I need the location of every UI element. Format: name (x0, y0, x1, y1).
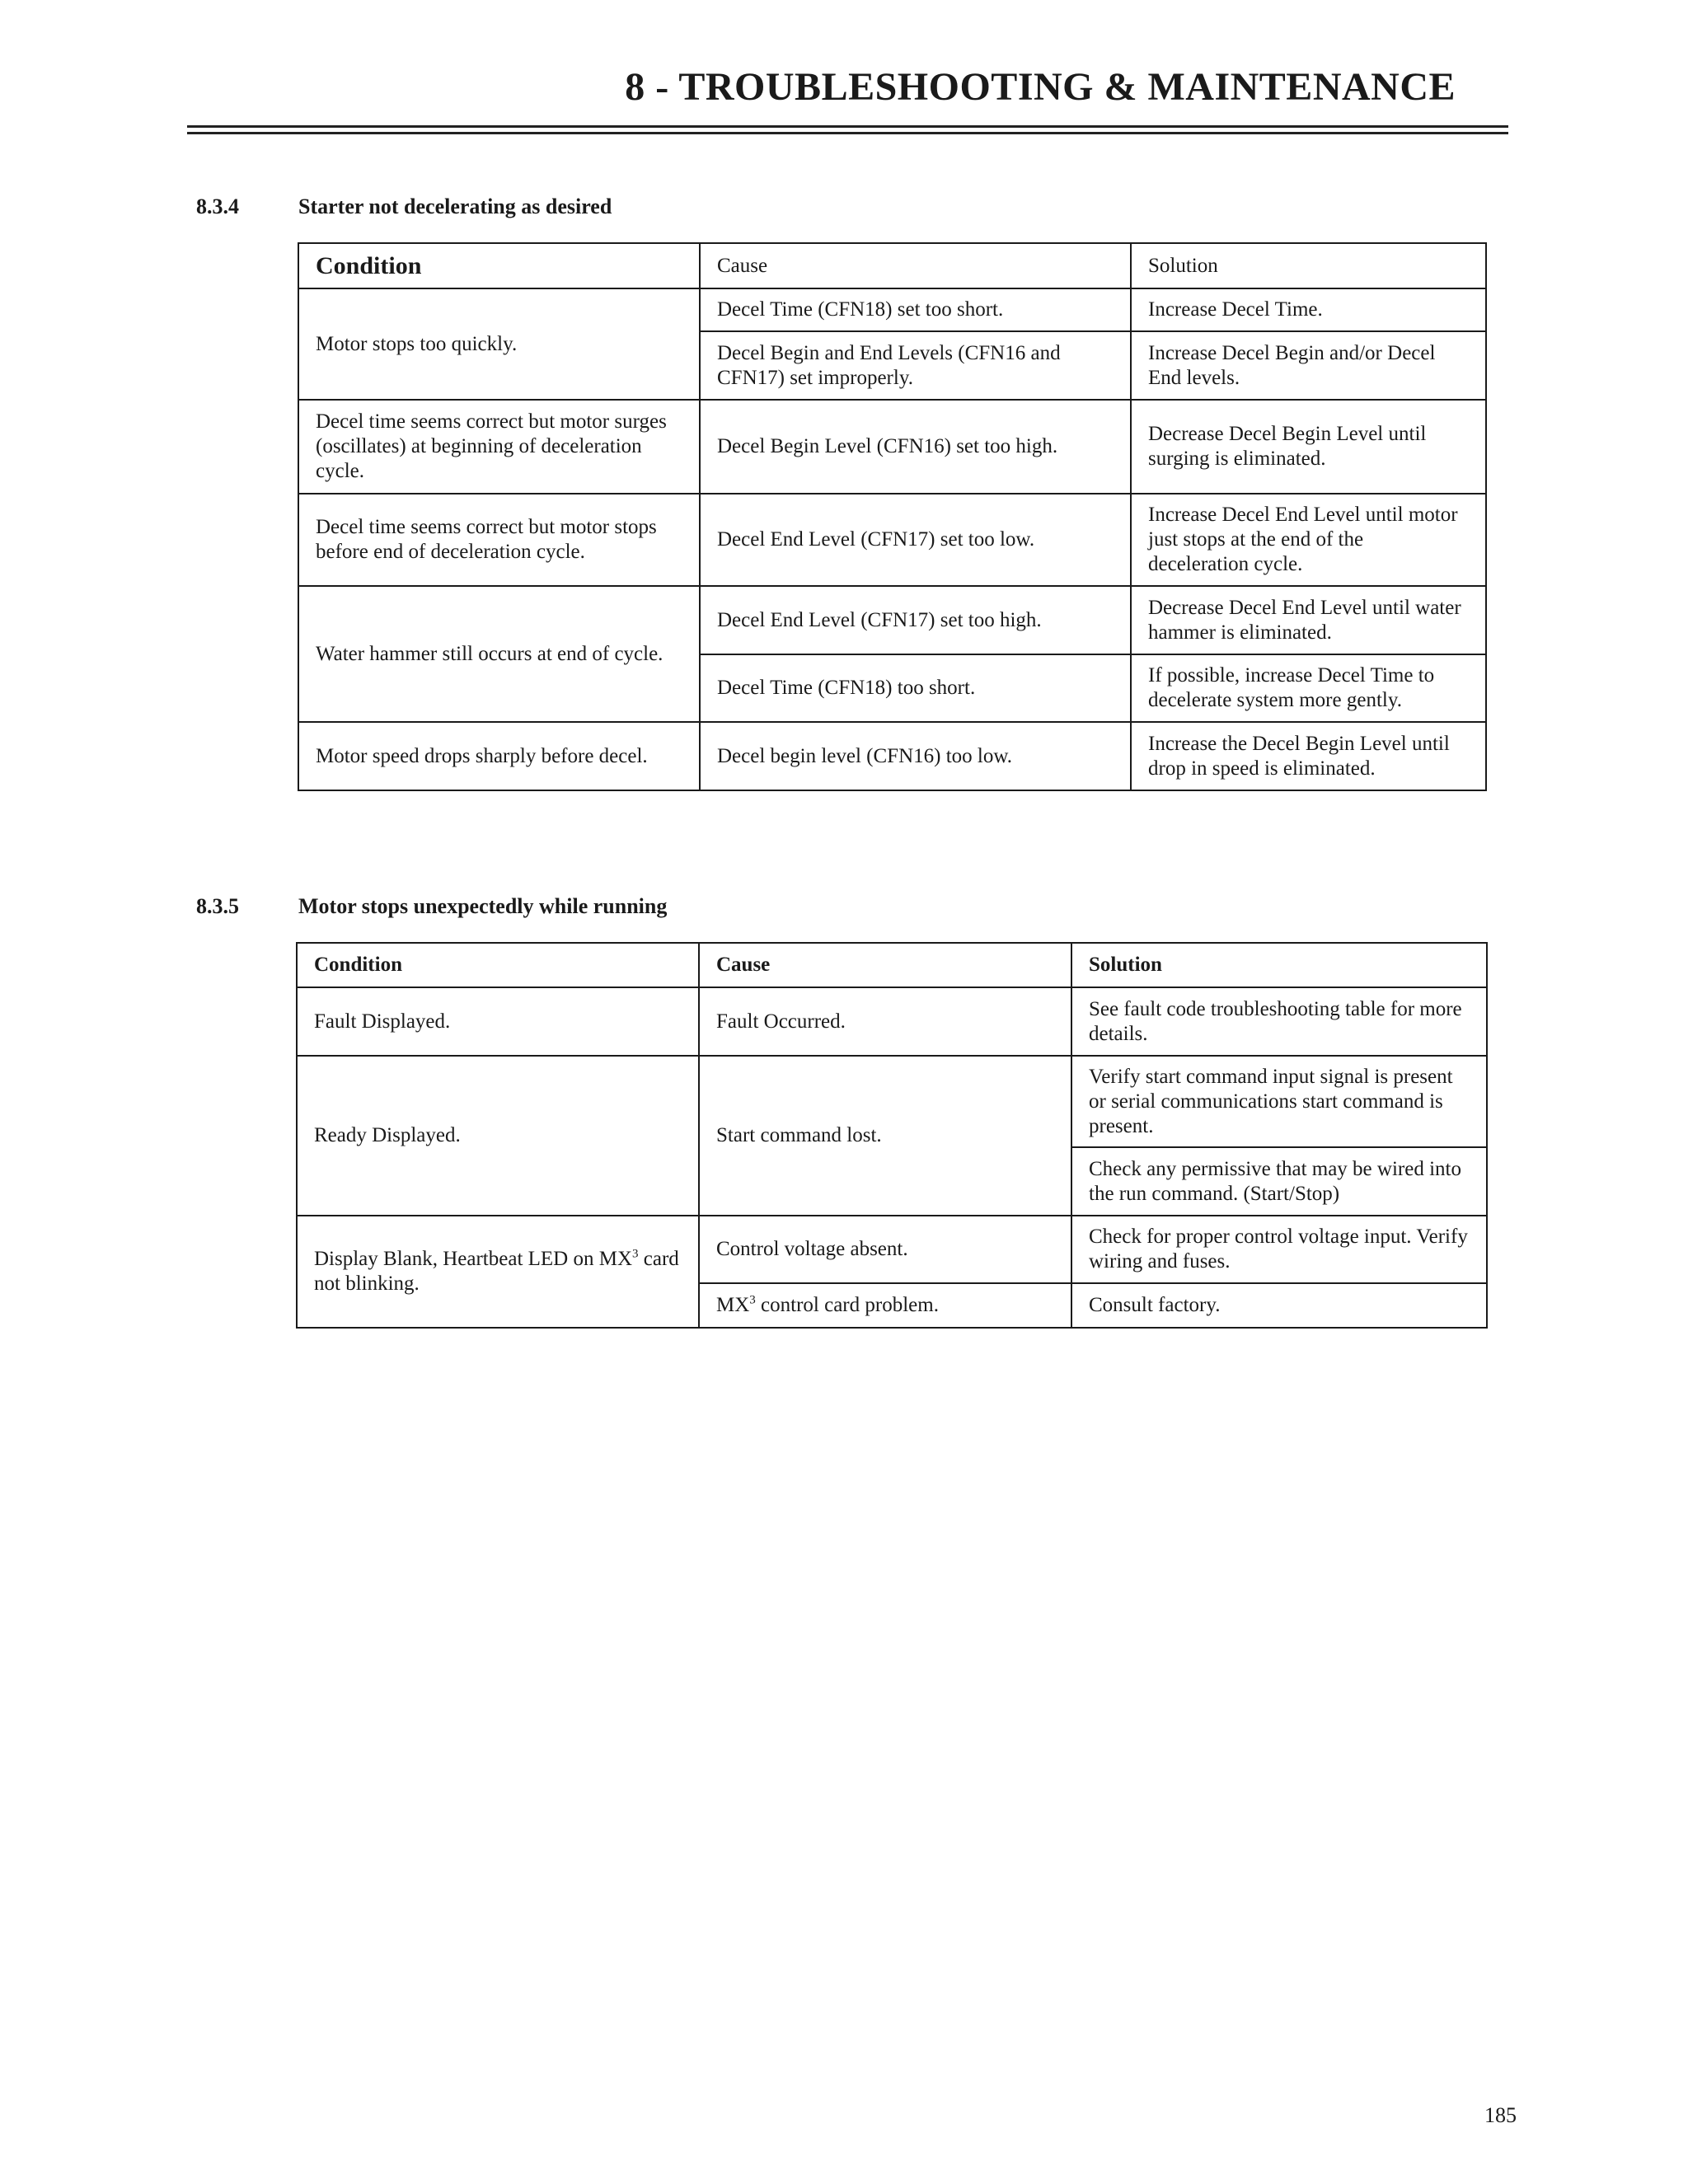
superscript: 3 (632, 1247, 639, 1261)
cause-cell: Control voltage absent. (699, 1216, 1071, 1283)
solution-cell: See fault code troubleshooting table for more details. (1071, 987, 1487, 1056)
cause-text: control card problem. (755, 1294, 939, 1316)
section-title: Motor stops unexpectedly while running (298, 894, 668, 918)
condition-cell: Fault Displayed. (297, 987, 699, 1056)
cause-cell: Decel Begin Level (CFN16) set too high. (700, 400, 1131, 494)
decel-troubleshooting-table (298, 242, 1487, 791)
header-rule-top (187, 125, 1508, 128)
solution-cell: Decrease Decel Begin Level until surging is eliminated. (1131, 400, 1486, 494)
solution-cell: If possible, increase Decel Time to decelerate system more gently. (1131, 654, 1486, 722)
cause-cell (699, 1283, 1071, 1328)
table-header-row (298, 243, 1486, 288)
solution-cell: Consult factory. (1071, 1283, 1487, 1328)
header-condition: Condition (298, 243, 700, 288)
table-header-row (297, 943, 1487, 987)
solution-cell: Check for proper control voltage input. Verify wiring and fuses. (1071, 1216, 1487, 1283)
solution-cell: Increase Decel Time. (1131, 288, 1486, 331)
table-row (298, 586, 1486, 654)
header-cause: Cause (700, 243, 1131, 288)
condition-cell: Water hammer still occurs at end of cycle. (298, 586, 700, 722)
header-rule-bottom (187, 132, 1508, 134)
section-title: Starter not decelerating as desired (298, 194, 612, 218)
solution-cell: Increase Decel End Level until motor just stops at the end of the deceleration cycle. (1131, 494, 1486, 586)
cause-cell: Decel Begin and End Levels (CFN16 and CFN17) set improperly. (700, 331, 1131, 400)
solution-cell: Decrease Decel End Level until water hammer is eliminated. (1131, 586, 1486, 654)
table-row (298, 288, 1486, 331)
condition-cell: Decel time seems correct but motor surges (oscillates) at beginning of deceleration cycle. (298, 400, 700, 494)
cause-cell: Decel Time (CFN18) set too short. (700, 288, 1131, 331)
table-row (297, 1216, 1487, 1283)
table-row (297, 987, 1487, 1056)
cause-cell: Decel begin level (CFN16) too low. (700, 722, 1131, 790)
cause-cell: Decel Time (CFN18) too short. (700, 654, 1131, 722)
condition-cell: Motor speed drops sharply before decel. (298, 722, 700, 790)
header-cause: Cause (699, 943, 1071, 987)
motor-stop-troubleshooting-table (296, 942, 1488, 1329)
page-number: 185 (1484, 2103, 1517, 2127)
section-number: 8.3.4 (196, 194, 239, 218)
cause-cell: Decel End Level (CFN17) set too high. (700, 586, 1131, 654)
cause-cell: Fault Occurred. (699, 987, 1071, 1056)
header-solution: Solution (1071, 943, 1487, 987)
section-number: 8.3.5 (196, 894, 239, 918)
cause-cell: Decel End Level (CFN17) set too low. (700, 494, 1131, 586)
condition-cell: Decel time seems correct but motor stops before end of deceleration cycle. (298, 494, 700, 586)
superscript: 3 (749, 1293, 756, 1307)
condition-cell (297, 1216, 699, 1328)
condition-cell: Motor stops too quickly. (298, 288, 700, 400)
condition-text: card not blinking. (314, 1248, 679, 1295)
cause-cell: Start command lost. (699, 1056, 1071, 1216)
solution-cell: Increase the Decel Begin Level until drop in speed is eliminated. (1131, 722, 1486, 790)
table-row (297, 1056, 1487, 1147)
cause-text: MX (716, 1294, 750, 1316)
solution-cell: Increase Decel Begin and/or Decel End levels. (1131, 331, 1486, 400)
header-solution: Solution (1131, 243, 1486, 288)
condition-cell: Ready Displayed. (297, 1056, 699, 1216)
solution-cell: Check any permissive that may be wired into the run command. (Start/Stop) (1071, 1147, 1487, 1216)
table-row (298, 722, 1486, 790)
table-row (298, 400, 1486, 494)
solution-cell: Verify start command input signal is present or serial communications start command is present. (1071, 1056, 1487, 1147)
table-row (298, 494, 1486, 586)
chapter-heading: 8 - TROUBLESHOOTING & MAINTENANCE (625, 65, 1456, 109)
header-condition: Condition (297, 943, 699, 987)
condition-text: Display Blank, Heartbeat LED on MX (314, 1248, 633, 1270)
